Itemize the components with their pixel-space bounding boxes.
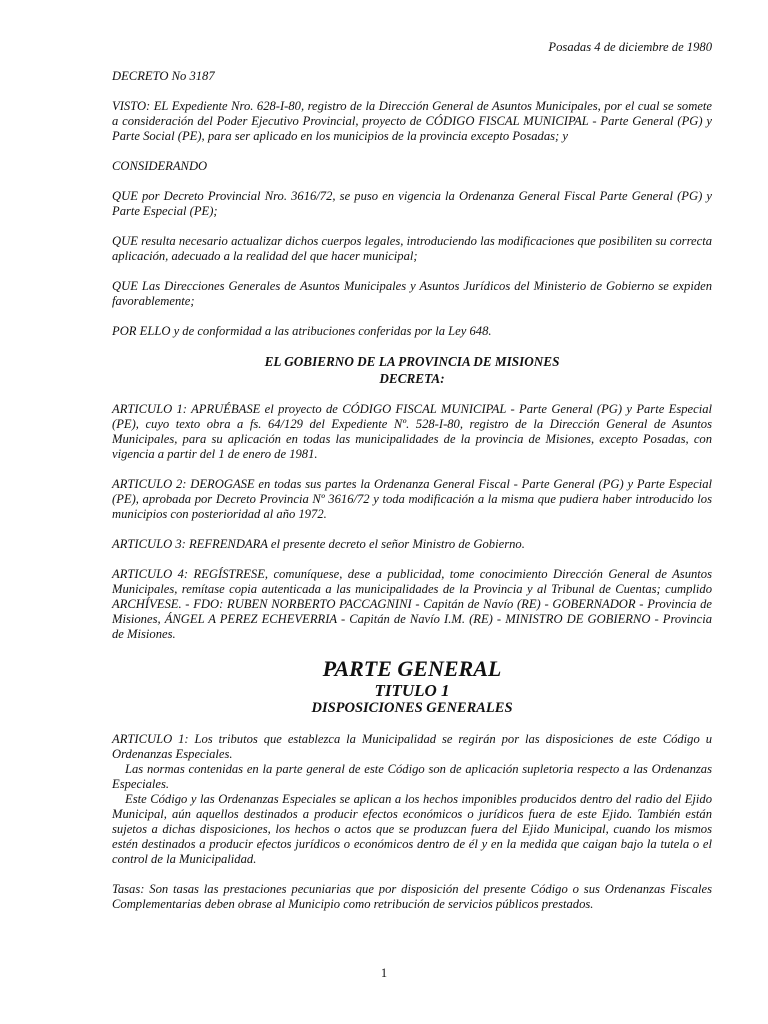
considerando-heading: CONSIDERANDO: [112, 159, 208, 173]
general-article-1-paragraph-c: Este Código y las Ordenanzas Especiales se aplican a los hechos imponibles producidos dentro del radio del Ejido Municipal, aún aquellos destinados a producir efectos económicos o jurídicos fuera de este Ejido. También están sujetos a dichas disposiciones, los hechos o actos que se produzcan fuera del Ejido Municipal, cuando los mismos estén destinados a producir efectos jurídicos o económicos dentro de él y en la medida que caigan bajo la tutela o el control de la Municipalidad.: [112, 792, 712, 866]
que-paragraph-1: QUE por Decreto Provincial Nro. 3616/72, se puso en vigencia la Ordenanza General Fiscal Parte General (PG) y Parte Especial (PE);: [112, 189, 712, 218]
government-heading: EL GOBIERNO DE LA PROVINCIA DE MISIONES: [264, 354, 560, 369]
article-4: ARTICULO 4: REGÍSTRESE, comuníquese, dese a publicidad, tome conocimiento Dirección General de Asuntos Municipales, remítase copia autenticada a las municipalidades de la Provincia y al Tribunal de Cuentas; cumplido ARCHÍVESE. - FDO: RUBEN NORBERTO PACCAGNINI - Capitán de Navío (RE) - GOBERNADOR - Provincia de Misiones, ÁNGEL A PEREZ ECHEVERRIA - Capitán de Navío I.M. (RE) - MINISTRO DE GOBIERNO - Provincia de Misiones.: [112, 567, 712, 641]
decree-number: DECRETO No 3187: [112, 69, 215, 83]
document-date: Posadas 4 de diciembre de 1980: [548, 40, 712, 54]
por-ello-paragraph: POR ELLO y de conformidad a las atribuciones conferidas por la Ley 648.: [112, 324, 492, 338]
article-3: ARTICULO 3: REFRENDARA el presente decreto el señor Ministro de Gobierno.: [112, 537, 525, 551]
decreta-heading: DECRETA:: [379, 371, 445, 386]
visto-paragraph: VISTO: EL Expediente Nro. 628-I-80, registro de la Dirección General de Asuntos Municipales, por el cual se somete a consideración del Poder Ejecutivo Provincial, proyecto de CÓDIGO FISCAL MUNICIPAL - Parte General (PG) y Parte Social (PE), para ser aplicado en los municipios de la provincia excepto Posadas; y: [112, 99, 712, 143]
article-1: ARTICULO 1: APRUÉBASE el proyecto de CÓDIGO FISCAL MUNICIPAL - Parte General (PG) y Parte Especial (PE), cuyo texto obra a fs. 64/129 del Expediente Nº. 528-I-80, registro de la Dirección General de Asuntos Municipales, para su aplicación en todas las municipalidades de la provincia de Misiones, excepto Posadas, con vigencia a partir del 1 de enero de 1981.: [112, 402, 712, 461]
general-article-1-paragraph-b: Las normas contenidas en la parte general de este Código son de aplicación supletoria respecto a las Ordenanzas Especiales.: [112, 762, 712, 791]
parte-general-heading: PARTE GENERAL: [322, 656, 502, 681]
disposiciones-heading: DISPOSICIONES GENERALES: [311, 700, 513, 716]
page-number: 1: [380, 966, 388, 980]
que-paragraph-2: QUE resulta necesario actualizar dichos cuerpos legales, introduciendo las modificaciones que posibiliten su correcta aplicación, adecuado a la realidad del que hacer municipal;: [112, 234, 712, 263]
que-paragraph-3: QUE Las Direcciones Generales de Asuntos Municipales y Asuntos Jurídicos del Ministerio de Gobierno se expiden favorablemente;: [112, 279, 712, 308]
article-2: ARTICULO 2: DEROGASE en todas sus partes la Ordenanza General Fiscal - Parte General (PG) y Parte Especial (PE), aprobada por Decreto Provincia Nº 3616/72 y toda modificación a la misma que pudiera haber introducido los municipios con posterioridad al año 1972.: [112, 477, 712, 521]
general-article-1-paragraph-a: ARTICULO 1: Los tributos que establezca la Municipalidad se regirán por las disposiciones de este Código u Ordenanzas Especiales.: [112, 732, 712, 761]
titulo-heading: TITULO 1: [374, 681, 450, 700]
tasas-paragraph: Tasas: Son tasas las prestaciones pecuniarias que por disposición del presente Código o sus Ordenanzas Fiscales Complementarias deben obrase al Municipio como retribución de servicios públicos prestados.: [112, 882, 712, 911]
document-page: [112, 40, 712, 927]
